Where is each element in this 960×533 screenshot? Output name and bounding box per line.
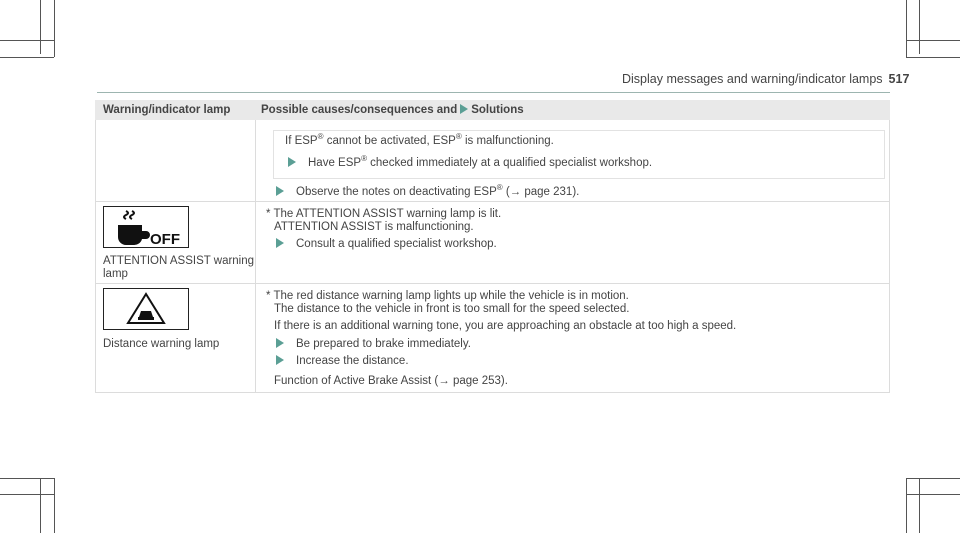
text: Have ESP [308, 157, 362, 169]
table-border [889, 120, 890, 393]
row3-line2: The distance to the vehicle in front is too small for the speed selected. [274, 303, 630, 315]
text: is malfunctioning. [461, 135, 554, 147]
arrow-icon [460, 104, 468, 114]
row2-line2: ATTENTION ASSIST is malfunctioning. [274, 221, 474, 233]
row-divider [95, 283, 890, 284]
reg-mark: ® [496, 183, 503, 193]
text: (→ page 231). [502, 186, 580, 198]
crop-mark [0, 40, 54, 41]
attention-assist-off-icon [103, 206, 189, 248]
arrow-icon [276, 355, 284, 365]
page-number: 517 [888, 72, 910, 86]
reg-mark: ® [361, 154, 367, 164]
crop-mark [40, 0, 41, 54]
crop-mark [54, 0, 55, 57]
text: cannot be activated, ESP [323, 135, 456, 147]
col-header-causes [261, 104, 524, 116]
text: If ESP [285, 135, 318, 147]
crop-mark [906, 40, 960, 41]
arrow-icon [276, 186, 284, 196]
crop-mark [906, 478, 960, 479]
reg-mark: ® [455, 132, 462, 142]
crop-mark [919, 0, 920, 54]
row1-line1 [285, 134, 554, 148]
row3-line4: Function of Active Brake Assist (→ page 253). [274, 375, 508, 387]
row3-lamp-label: Distance warning lamp [103, 338, 220, 350]
reg-mark: ® [317, 132, 324, 142]
col-header-lamp: Warning/indicator lamp [103, 104, 231, 116]
row1-action1 [285, 156, 652, 170]
crop-mark [0, 494, 54, 495]
col-header-causes-text: Possible causes/consequences and [261, 104, 458, 116]
icon-off-text: OFF [150, 231, 180, 247]
table-column-divider [255, 120, 256, 393]
crop-mark [0, 57, 54, 58]
arrow-icon [276, 338, 284, 348]
warning-lamp-table [95, 100, 890, 393]
arrow-icon [288, 157, 296, 167]
crop-mark [919, 478, 920, 533]
header-title: Display messages and warning/indicator lamps [622, 72, 883, 86]
crop-mark [0, 478, 54, 479]
distance-warning-icon [103, 288, 189, 330]
col-header-solutions-text: Solutions [471, 104, 524, 116]
text: Increase the distance. [296, 355, 409, 367]
row3-line1: * The red distance warning lamp lights up while the vehicle is in motion. [266, 290, 629, 302]
crop-mark [906, 0, 907, 57]
arrow-icon [276, 238, 284, 248]
coffee-cup-icon [104, 207, 188, 247]
text: Be prepared to brake immediately. [296, 338, 471, 350]
crop-mark [906, 478, 907, 533]
row-divider [95, 201, 890, 202]
row2-line1: * The ATTENTION ASSIST warning lamp is lit. [266, 208, 502, 220]
row1-action2 [273, 185, 579, 199]
table-border [95, 120, 96, 393]
distance-warning-triangle-icon [104, 289, 188, 329]
crop-mark [54, 478, 55, 533]
text: checked immediately at a qualified specialist workshop. [366, 157, 653, 169]
row3-action1 [273, 337, 471, 351]
crop-mark [906, 57, 960, 58]
row3-line3: If there is an additional warning tone, you are approaching an obstacle at too high a speed. [274, 320, 737, 332]
text: Consult a qualified specialist workshop. [296, 238, 497, 250]
row2-action1 [273, 237, 497, 251]
row3-action2 [273, 354, 409, 368]
text: Observe the notes on deactivating ESP [296, 186, 497, 198]
header-rule [97, 92, 890, 93]
row2-lamp-label-2: lamp [103, 268, 128, 280]
page-header [622, 72, 910, 88]
crop-mark [40, 478, 41, 533]
table-header [95, 100, 890, 120]
row2-lamp-label-1: ATTENTION ASSIST warning [103, 255, 255, 267]
crop-mark [906, 494, 960, 495]
table-border [95, 392, 890, 393]
